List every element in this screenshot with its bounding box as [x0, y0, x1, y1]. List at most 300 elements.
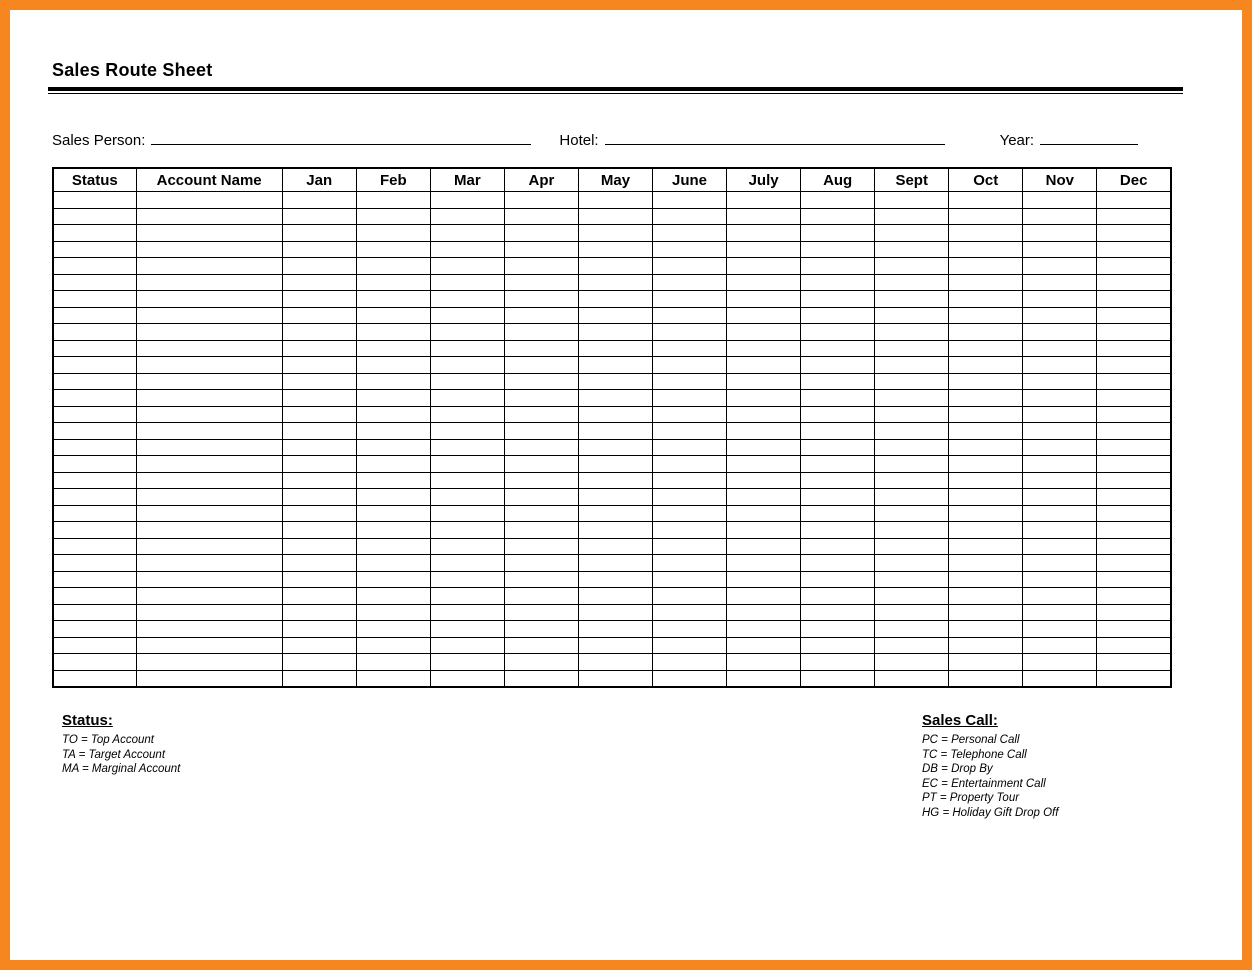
table-cell[interactable]: [1097, 225, 1171, 242]
table-cell[interactable]: [1097, 324, 1171, 341]
table-cell[interactable]: [356, 258, 430, 275]
table-cell[interactable]: [653, 208, 727, 225]
table-cell[interactable]: [1097, 423, 1171, 440]
table-cell[interactable]: [1023, 307, 1097, 324]
table-cell[interactable]: [801, 357, 875, 374]
table-cell[interactable]: [504, 538, 578, 555]
table-cell[interactable]: [727, 274, 801, 291]
table-cell[interactable]: [282, 373, 356, 390]
table-cell[interactable]: [1097, 522, 1171, 539]
table-cell[interactable]: [801, 274, 875, 291]
table-cell[interactable]: [653, 489, 727, 506]
table-cell[interactable]: [282, 258, 356, 275]
table-cell[interactable]: [578, 406, 652, 423]
table-cell[interactable]: [727, 340, 801, 357]
table-cell[interactable]: [282, 439, 356, 456]
table-cell[interactable]: [578, 340, 652, 357]
table-cell[interactable]: [430, 654, 504, 671]
table-cell[interactable]: [653, 604, 727, 621]
table-cell[interactable]: [136, 390, 282, 407]
table-cell[interactable]: [578, 588, 652, 605]
table-cell[interactable]: [801, 505, 875, 522]
table-cell[interactable]: [53, 571, 136, 588]
table-cell[interactable]: [578, 621, 652, 638]
table-cell[interactable]: [356, 225, 430, 242]
table-cell[interactable]: [1023, 604, 1097, 621]
table-cell[interactable]: [282, 505, 356, 522]
table-cell[interactable]: [430, 538, 504, 555]
table-cell[interactable]: [136, 621, 282, 638]
table-cell[interactable]: [578, 538, 652, 555]
table-cell[interactable]: [875, 340, 949, 357]
table-cell[interactable]: [727, 472, 801, 489]
table-cell[interactable]: [1097, 241, 1171, 258]
table-cell[interactable]: [578, 637, 652, 654]
table-cell[interactable]: [356, 324, 430, 341]
table-cell[interactable]: [504, 456, 578, 473]
table-cell[interactable]: [1023, 258, 1097, 275]
table-cell[interactable]: [727, 324, 801, 341]
table-cell[interactable]: [53, 604, 136, 621]
table-cell[interactable]: [875, 357, 949, 374]
table-cell[interactable]: [949, 241, 1023, 258]
table-cell[interactable]: [430, 489, 504, 506]
table-cell[interactable]: [727, 538, 801, 555]
table-cell[interactable]: [578, 274, 652, 291]
table-cell[interactable]: [801, 538, 875, 555]
table-cell[interactable]: [653, 522, 727, 539]
table-cell[interactable]: [1023, 456, 1097, 473]
table-cell[interactable]: [578, 208, 652, 225]
table-cell[interactable]: [949, 588, 1023, 605]
table-cell[interactable]: [504, 472, 578, 489]
table-cell[interactable]: [875, 456, 949, 473]
table-cell[interactable]: [53, 225, 136, 242]
table-cell[interactable]: [801, 621, 875, 638]
table-cell[interactable]: [53, 637, 136, 654]
table-cell[interactable]: [504, 423, 578, 440]
table-cell[interactable]: [949, 439, 1023, 456]
table-cell[interactable]: [653, 192, 727, 209]
table-cell[interactable]: [653, 538, 727, 555]
table-cell[interactable]: [136, 505, 282, 522]
table-cell[interactable]: [653, 324, 727, 341]
table-cell[interactable]: [356, 604, 430, 621]
table-cell[interactable]: [727, 258, 801, 275]
table-cell[interactable]: [504, 489, 578, 506]
table-cell[interactable]: [949, 637, 1023, 654]
table-cell[interactable]: [1097, 274, 1171, 291]
table-cell[interactable]: [1023, 274, 1097, 291]
table-cell[interactable]: [282, 588, 356, 605]
table-cell[interactable]: [949, 324, 1023, 341]
table-cell[interactable]: [356, 522, 430, 539]
table-cell[interactable]: [1097, 390, 1171, 407]
table-cell[interactable]: [504, 555, 578, 572]
table-cell[interactable]: [430, 241, 504, 258]
year-input[interactable]: [1040, 128, 1138, 145]
table-cell[interactable]: [653, 406, 727, 423]
table-cell[interactable]: [430, 670, 504, 687]
table-cell[interactable]: [430, 307, 504, 324]
table-cell[interactable]: [356, 621, 430, 638]
table-cell[interactable]: [578, 373, 652, 390]
table-cell[interactable]: [356, 307, 430, 324]
table-cell[interactable]: [356, 406, 430, 423]
table-cell[interactable]: [653, 357, 727, 374]
table-cell[interactable]: [1023, 538, 1097, 555]
table-cell[interactable]: [53, 192, 136, 209]
table-cell[interactable]: [430, 192, 504, 209]
table-cell[interactable]: [282, 571, 356, 588]
table-cell[interactable]: [949, 456, 1023, 473]
table-cell[interactable]: [1023, 225, 1097, 242]
table-cell[interactable]: [136, 439, 282, 456]
table-cell[interactable]: [1023, 357, 1097, 374]
table-cell[interactable]: [875, 604, 949, 621]
table-cell[interactable]: [578, 291, 652, 308]
table-cell[interactable]: [1023, 472, 1097, 489]
table-cell[interactable]: [875, 291, 949, 308]
table-cell[interactable]: [801, 208, 875, 225]
table-cell[interactable]: [949, 571, 1023, 588]
table-cell[interactable]: [356, 505, 430, 522]
table-cell[interactable]: [653, 670, 727, 687]
table-cell[interactable]: [578, 324, 652, 341]
table-cell[interactable]: [53, 241, 136, 258]
table-cell[interactable]: [136, 340, 282, 357]
table-cell[interactable]: [1023, 637, 1097, 654]
table-cell[interactable]: [875, 522, 949, 539]
table-cell[interactable]: [1023, 241, 1097, 258]
table-cell[interactable]: [430, 340, 504, 357]
table-cell[interactable]: [53, 258, 136, 275]
table-cell[interactable]: [1097, 588, 1171, 605]
table-cell[interactable]: [1023, 489, 1097, 506]
table-cell[interactable]: [1023, 571, 1097, 588]
table-cell[interactable]: [136, 472, 282, 489]
table-cell[interactable]: [1023, 670, 1097, 687]
table-cell[interactable]: [949, 423, 1023, 440]
table-cell[interactable]: [53, 357, 136, 374]
table-cell[interactable]: [1023, 555, 1097, 572]
table-cell[interactable]: [504, 637, 578, 654]
table-cell[interactable]: [53, 291, 136, 308]
table-cell[interactable]: [801, 604, 875, 621]
table-cell[interactable]: [949, 274, 1023, 291]
table-cell[interactable]: [282, 340, 356, 357]
table-cell[interactable]: [1097, 489, 1171, 506]
table-cell[interactable]: [653, 637, 727, 654]
table-cell[interactable]: [1097, 373, 1171, 390]
table-cell[interactable]: [282, 604, 356, 621]
table-cell[interactable]: [727, 604, 801, 621]
table-cell[interactable]: [949, 225, 1023, 242]
table-cell[interactable]: [1097, 307, 1171, 324]
table-cell[interactable]: [1097, 456, 1171, 473]
table-cell[interactable]: [801, 472, 875, 489]
table-cell[interactable]: [356, 439, 430, 456]
table-cell[interactable]: [356, 373, 430, 390]
table-cell[interactable]: [727, 571, 801, 588]
table-cell[interactable]: [504, 192, 578, 209]
table-cell[interactable]: [578, 225, 652, 242]
table-cell[interactable]: [875, 637, 949, 654]
table-cell[interactable]: [875, 307, 949, 324]
table-cell[interactable]: [801, 489, 875, 506]
table-cell[interactable]: [1097, 340, 1171, 357]
table-cell[interactable]: [653, 274, 727, 291]
table-cell[interactable]: [53, 538, 136, 555]
table-cell[interactable]: [727, 208, 801, 225]
table-cell[interactable]: [430, 555, 504, 572]
table-cell[interactable]: [801, 406, 875, 423]
table-cell[interactable]: [53, 670, 136, 687]
table-cell[interactable]: [53, 621, 136, 638]
table-cell[interactable]: [356, 555, 430, 572]
table-cell[interactable]: [1023, 588, 1097, 605]
table-cell[interactable]: [875, 258, 949, 275]
table-cell[interactable]: [136, 324, 282, 341]
table-cell[interactable]: [653, 456, 727, 473]
table-cell[interactable]: [1097, 192, 1171, 209]
table-cell[interactable]: [53, 340, 136, 357]
table-cell[interactable]: [282, 555, 356, 572]
table-cell[interactable]: [578, 670, 652, 687]
table-cell[interactable]: [356, 291, 430, 308]
table-cell[interactable]: [430, 225, 504, 242]
table-cell[interactable]: [504, 291, 578, 308]
table-cell[interactable]: [430, 522, 504, 539]
table-cell[interactable]: [1097, 571, 1171, 588]
table-cell[interactable]: [727, 621, 801, 638]
table-cell[interactable]: [949, 307, 1023, 324]
table-cell[interactable]: [53, 555, 136, 572]
table-cell[interactable]: [578, 456, 652, 473]
table-cell[interactable]: [727, 192, 801, 209]
table-cell[interactable]: [875, 241, 949, 258]
table-cell[interactable]: [578, 522, 652, 539]
table-cell[interactable]: [875, 373, 949, 390]
table-cell[interactable]: [801, 588, 875, 605]
table-cell[interactable]: [578, 505, 652, 522]
table-cell[interactable]: [578, 555, 652, 572]
table-cell[interactable]: [430, 357, 504, 374]
table-cell[interactable]: [1097, 291, 1171, 308]
table-cell[interactable]: [1023, 406, 1097, 423]
table-cell[interactable]: [136, 654, 282, 671]
table-cell[interactable]: [653, 307, 727, 324]
table-cell[interactable]: [356, 423, 430, 440]
table-cell[interactable]: [801, 456, 875, 473]
table-cell[interactable]: [653, 439, 727, 456]
table-cell[interactable]: [727, 390, 801, 407]
table-cell[interactable]: [356, 538, 430, 555]
table-cell[interactable]: [949, 357, 1023, 374]
table-cell[interactable]: [875, 472, 949, 489]
table-cell[interactable]: [653, 423, 727, 440]
table-cell[interactable]: [949, 522, 1023, 539]
table-cell[interactable]: [136, 373, 282, 390]
table-cell[interactable]: [430, 456, 504, 473]
table-cell[interactable]: [949, 340, 1023, 357]
table-cell[interactable]: [801, 637, 875, 654]
table-cell[interactable]: [282, 406, 356, 423]
table-cell[interactable]: [1097, 670, 1171, 687]
table-cell[interactable]: [875, 390, 949, 407]
table-cell[interactable]: [356, 208, 430, 225]
table-cell[interactable]: [801, 390, 875, 407]
table-cell[interactable]: [727, 439, 801, 456]
table-cell[interactable]: [136, 522, 282, 539]
table-cell[interactable]: [801, 439, 875, 456]
table-cell[interactable]: [504, 571, 578, 588]
table-cell[interactable]: [504, 307, 578, 324]
table-cell[interactable]: [430, 390, 504, 407]
table-cell[interactable]: [801, 522, 875, 539]
table-cell[interactable]: [949, 373, 1023, 390]
table-cell[interactable]: [578, 241, 652, 258]
table-cell[interactable]: [504, 588, 578, 605]
table-cell[interactable]: [53, 274, 136, 291]
table-cell[interactable]: [282, 621, 356, 638]
table-cell[interactable]: [875, 588, 949, 605]
table-cell[interactable]: [653, 588, 727, 605]
table-cell[interactable]: [430, 324, 504, 341]
table-cell[interactable]: [356, 588, 430, 605]
table-cell[interactable]: [430, 621, 504, 638]
table-cell[interactable]: [136, 225, 282, 242]
table-cell[interactable]: [430, 291, 504, 308]
table-cell[interactable]: [875, 192, 949, 209]
table-cell[interactable]: [1023, 423, 1097, 440]
table-cell[interactable]: [949, 555, 1023, 572]
table-cell[interactable]: [1097, 439, 1171, 456]
table-cell[interactable]: [136, 423, 282, 440]
table-cell[interactable]: [53, 307, 136, 324]
table-cell[interactable]: [282, 225, 356, 242]
table-cell[interactable]: [136, 357, 282, 374]
table-cell[interactable]: [949, 621, 1023, 638]
table-cell[interactable]: [875, 571, 949, 588]
table-cell[interactable]: [504, 604, 578, 621]
table-cell[interactable]: [430, 423, 504, 440]
table-cell[interactable]: [801, 423, 875, 440]
table-cell[interactable]: [53, 373, 136, 390]
table-cell[interactable]: [727, 456, 801, 473]
table-cell[interactable]: [430, 258, 504, 275]
table-cell[interactable]: [727, 670, 801, 687]
table-cell[interactable]: [578, 357, 652, 374]
table-cell[interactable]: [801, 373, 875, 390]
table-cell[interactable]: [653, 225, 727, 242]
table-cell[interactable]: [282, 538, 356, 555]
table-cell[interactable]: [282, 456, 356, 473]
table-cell[interactable]: [578, 258, 652, 275]
table-cell[interactable]: [578, 489, 652, 506]
table-cell[interactable]: [430, 406, 504, 423]
table-cell[interactable]: [801, 654, 875, 671]
table-cell[interactable]: [53, 456, 136, 473]
table-cell[interactable]: [504, 241, 578, 258]
table-cell[interactable]: [356, 241, 430, 258]
table-cell[interactable]: [1097, 555, 1171, 572]
table-cell[interactable]: [504, 373, 578, 390]
table-cell[interactable]: [1023, 208, 1097, 225]
table-cell[interactable]: [282, 192, 356, 209]
table-cell[interactable]: [1023, 324, 1097, 341]
table-cell[interactable]: [282, 291, 356, 308]
table-cell[interactable]: [282, 637, 356, 654]
table-cell[interactable]: [801, 571, 875, 588]
table-cell[interactable]: [801, 324, 875, 341]
table-cell[interactable]: [282, 208, 356, 225]
table-cell[interactable]: [653, 340, 727, 357]
table-cell[interactable]: [430, 274, 504, 291]
table-cell[interactable]: [949, 604, 1023, 621]
table-cell[interactable]: [578, 192, 652, 209]
table-cell[interactable]: [53, 472, 136, 489]
table-cell[interactable]: [1023, 439, 1097, 456]
table-cell[interactable]: [136, 291, 282, 308]
table-cell[interactable]: [727, 357, 801, 374]
table-cell[interactable]: [356, 357, 430, 374]
table-cell[interactable]: [430, 373, 504, 390]
table-cell[interactable]: [136, 571, 282, 588]
table-cell[interactable]: [504, 621, 578, 638]
table-cell[interactable]: [356, 654, 430, 671]
table-cell[interactable]: [949, 505, 1023, 522]
table-cell[interactable]: [875, 439, 949, 456]
table-cell[interactable]: [430, 505, 504, 522]
table-cell[interactable]: [653, 258, 727, 275]
table-cell[interactable]: [875, 538, 949, 555]
table-cell[interactable]: [282, 307, 356, 324]
table-cell[interactable]: [1097, 538, 1171, 555]
table-cell[interactable]: [1023, 505, 1097, 522]
table-cell[interactable]: [875, 225, 949, 242]
table-cell[interactable]: [949, 654, 1023, 671]
table-cell[interactable]: [727, 489, 801, 506]
table-cell[interactable]: [578, 571, 652, 588]
table-cell[interactable]: [801, 340, 875, 357]
table-cell[interactable]: [356, 340, 430, 357]
table-cell[interactable]: [136, 489, 282, 506]
table-cell[interactable]: [949, 291, 1023, 308]
table-cell[interactable]: [356, 472, 430, 489]
table-cell[interactable]: [727, 241, 801, 258]
table-cell[interactable]: [578, 390, 652, 407]
table-cell[interactable]: [653, 472, 727, 489]
table-cell[interactable]: [949, 670, 1023, 687]
table-cell[interactable]: [1097, 637, 1171, 654]
table-cell[interactable]: [801, 670, 875, 687]
table-cell[interactable]: [875, 555, 949, 572]
table-cell[interactable]: [430, 208, 504, 225]
table-cell[interactable]: [282, 357, 356, 374]
table-cell[interactable]: [875, 406, 949, 423]
table-cell[interactable]: [653, 291, 727, 308]
table-cell[interactable]: [1097, 258, 1171, 275]
table-cell[interactable]: [504, 670, 578, 687]
table-cell[interactable]: [949, 538, 1023, 555]
table-cell[interactable]: [356, 390, 430, 407]
table-cell[interactable]: [727, 307, 801, 324]
table-cell[interactable]: [1023, 192, 1097, 209]
table-cell[interactable]: [282, 654, 356, 671]
table-cell[interactable]: [801, 225, 875, 242]
table-cell[interactable]: [801, 192, 875, 209]
